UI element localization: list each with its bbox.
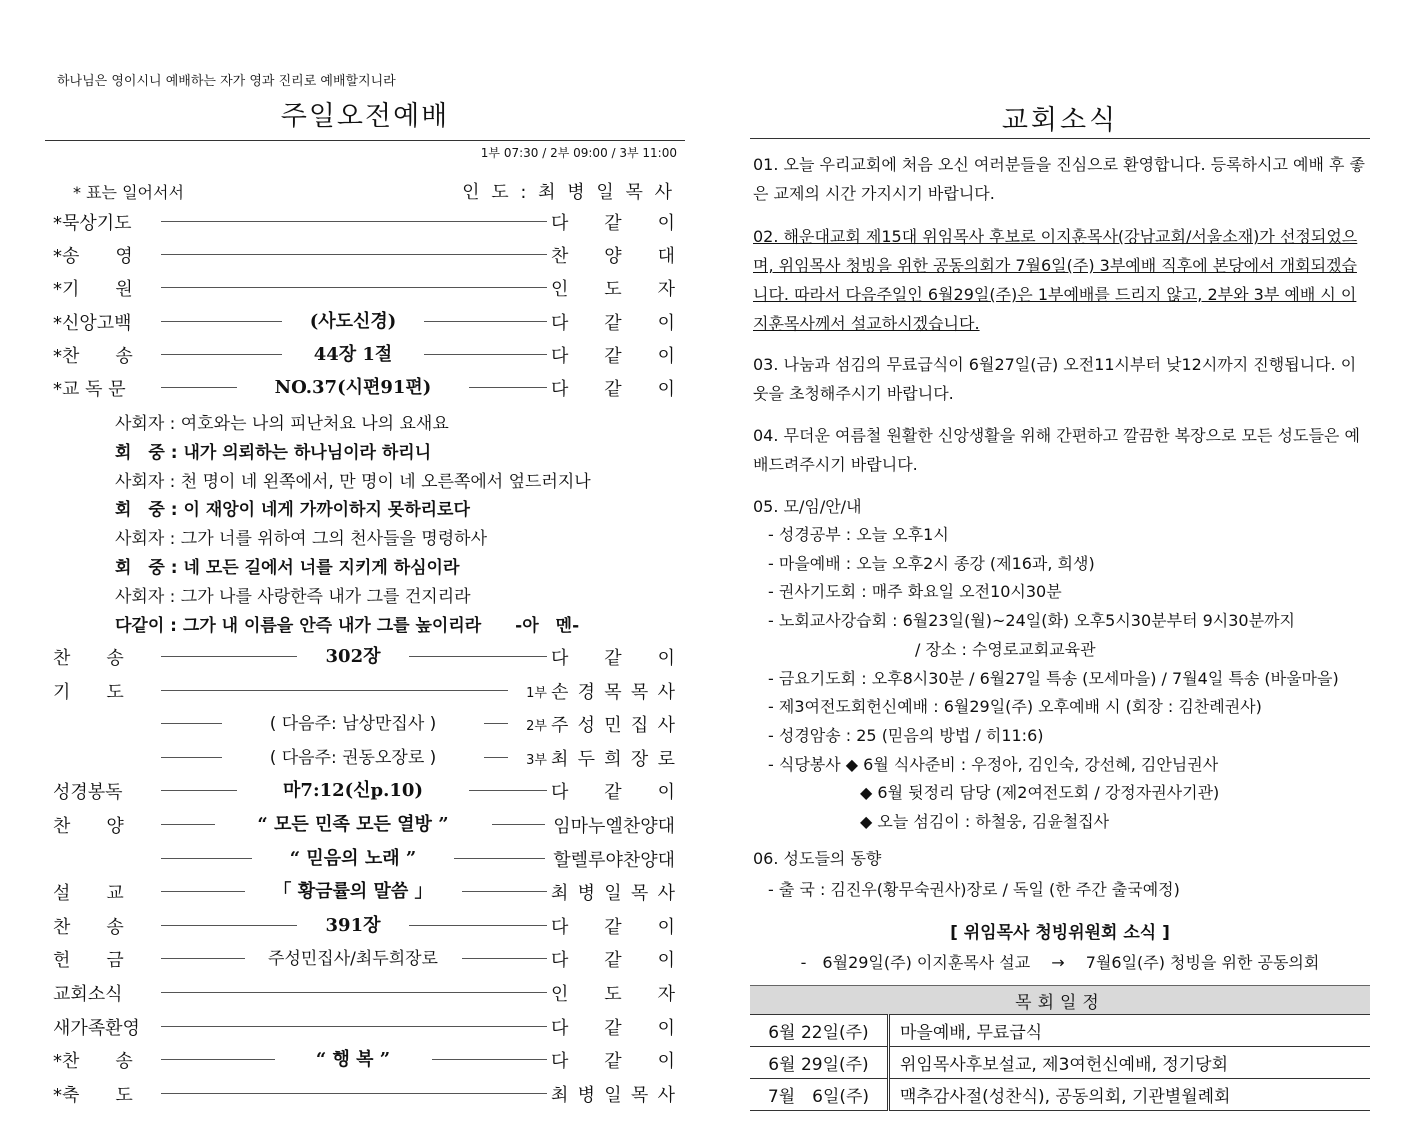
member-news: - 출 국 : 김진우(황무숙권사)장로 / 독일 (한 주간 출국예정): [768, 880, 1180, 899]
assignee-char: 장: [630, 748, 649, 770]
assignee-char: 사: [657, 681, 675, 703]
order-label: *송 영: [53, 246, 133, 268]
leader-line: [424, 354, 547, 355]
order-content: 주성민집사/최두희장로: [268, 949, 438, 970]
order-label: 헌 금: [53, 950, 124, 972]
assignee-char: 다: [551, 312, 569, 334]
leader-line: [161, 656, 297, 657]
meeting-item: / 장소 : 수영로교회교육관: [915, 639, 1096, 659]
order-label: 찬 송: [53, 916, 124, 938]
meeting-item: ◆ 6월 뒷정리 담당 (제2여전도회 / 강정자권사기관): [860, 783, 1220, 803]
schedule-date: 6월 29일(주): [750, 1047, 889, 1079]
schedule-date: 7월 6일(주): [750, 1079, 889, 1111]
meeting-item: - 성경암송 : 25 (믿음의 방법 / 히11:6): [768, 725, 1044, 745]
order-content: 391장: [325, 914, 381, 936]
order-assignee: [551, 711, 675, 737]
order-row: [53, 674, 675, 704]
assignee-char: 같: [604, 213, 622, 234]
assignee-char: 주: [551, 715, 569, 737]
order-content: NO.37(시편91편): [274, 377, 432, 398]
order-row: [53, 774, 675, 804]
meeting-item: - 성경공부 : 오늘 오후1시: [768, 525, 949, 544]
order-content: 마7:12(신p.10): [283, 780, 423, 802]
order-label: *찬 송: [53, 1051, 133, 1073]
assignee-char: 경: [577, 681, 596, 703]
assignee-char: 이: [657, 782, 675, 804]
order-label: *기 원: [53, 279, 133, 301]
order-content: 「 황금률의 말씀 」: [273, 881, 433, 903]
order-assignee: [551, 678, 675, 704]
order-row: [53, 875, 675, 905]
assignee-char: 양: [604, 246, 622, 268]
assignee-char: 자: [657, 279, 675, 301]
news-title: 교회소식: [1001, 105, 1119, 136]
assignee-char: 사: [657, 1084, 675, 1106]
order-row: [53, 371, 675, 401]
leader-line: [462, 891, 548, 892]
assignee-char: 이: [657, 648, 675, 669]
order-assignee: [551, 946, 675, 972]
assignee-char: 도: [604, 279, 622, 301]
order-row: [53, 808, 675, 838]
assignee-char: 사: [657, 715, 675, 737]
leader-line: [409, 656, 547, 657]
order-label: *찬 송: [53, 345, 133, 367]
leader-line: [161, 221, 547, 222]
assignee-char: 같: [604, 916, 622, 938]
leader-line: [409, 925, 547, 926]
assignee-char: 다: [551, 345, 569, 367]
order-label: 설 교: [53, 883, 124, 905]
order-row: [53, 338, 675, 368]
schedule-row: [750, 1015, 1370, 1047]
order-row: [53, 205, 675, 235]
order-row: [53, 942, 675, 972]
schedule-event: 마을예배, 무료급식: [889, 1015, 1371, 1047]
leader-line: [161, 1059, 275, 1060]
news-item-6: 06. 성도들의 동향: [753, 849, 882, 868]
service-times: 1부 07:30 / 2부 09:00 / 3부 11:00: [480, 146, 677, 160]
assignee-char: 같: [604, 345, 622, 367]
assignee-char: 다: [551, 213, 569, 234]
assignee-char: 인: [551, 279, 569, 301]
service-part: 2부: [526, 719, 547, 735]
assignee-char: 이: [657, 213, 675, 234]
assignee-char: 이: [657, 345, 675, 367]
assignee-char: 병: [577, 883, 596, 905]
assignee-char: 목: [630, 1084, 649, 1106]
order-label: 교회소식: [53, 984, 123, 1005]
assignee-char: 인: [551, 984, 569, 1005]
leader-line: [161, 1026, 547, 1027]
order-row: [53, 1077, 675, 1107]
assignee-char: 이: [657, 1017, 675, 1039]
assignee-char: 같: [604, 950, 622, 972]
assignee-char: 같: [604, 782, 622, 804]
leader-line: [161, 254, 547, 255]
responsive-line: 회 중 : 이 재앙이 네게 가까이하지 못하리로다: [115, 500, 470, 521]
leader-line: [161, 354, 282, 355]
assignee-char: 손: [551, 681, 569, 703]
order-label: *신앙고백: [53, 312, 132, 334]
leader-line: [161, 992, 547, 993]
schedule-row: [750, 1079, 1370, 1111]
assignee-char: 다: [551, 916, 569, 938]
order-row: [53, 238, 675, 268]
assignee-char: 같: [604, 379, 622, 400]
order-content: “ 모든 민족 모든 열방 ”: [257, 814, 449, 835]
assignee-char: 도: [604, 984, 622, 1005]
assignee-char: 다: [551, 648, 569, 669]
assignee-char: 이: [657, 950, 675, 972]
order-content: 44장 1절: [313, 343, 393, 365]
assignee-char: 최: [551, 748, 569, 770]
order-row: [53, 741, 675, 771]
leader-line: [161, 824, 215, 825]
assignee-char: 다: [551, 950, 569, 972]
responsive-line: 사회자 : 그가 너를 위하여 그의 천사들을 명령하사: [115, 529, 487, 550]
meeting-item: - 권사기도회 : 매주 화요일 오전10시30분: [768, 582, 1062, 602]
order-row: [53, 305, 675, 335]
assignee-char: 같: [604, 1017, 622, 1039]
leader-line: [161, 790, 237, 791]
order-label: 성경봉독: [53, 782, 123, 804]
leader-line: [454, 858, 545, 859]
assignee-char: 자: [657, 984, 675, 1005]
leader-line: [432, 1059, 548, 1060]
committee-title: [ 위임목사 청빙위원회 소식 ]: [950, 923, 1170, 943]
order-assignee: [551, 309, 675, 335]
stand-note: * 표는 일어서서: [73, 183, 184, 202]
assignee-char: 대: [657, 246, 675, 268]
leader-line: [161, 287, 547, 288]
leader-label: 인 도 : 최 병 일 목 사: [462, 182, 675, 203]
responsive-line: 회 중 : 내가 의뢰하는 하나님이라 하리니: [115, 442, 432, 463]
order-assignee: [551, 644, 675, 670]
assignee-char: 최: [551, 883, 569, 905]
order-assignee: [551, 913, 675, 939]
committee-sub: - 6월29일(주) 이지훈목사 설교 → 7월6일(주) 청빙을 위한 공동의회: [800, 953, 1320, 972]
assignee-char: 두: [577, 748, 596, 770]
schedule-event: 맥추감사절(성찬식), 공동의회, 기관별월례회: [889, 1079, 1371, 1111]
assignee-char: 성: [577, 715, 596, 737]
assignee-char: 다: [551, 1051, 569, 1073]
responsive-line: 다같이 : 그가 내 이름을 안즉 내가 그를 높이리라 -아 멘-: [115, 615, 580, 636]
assignee-char: 같: [604, 648, 622, 669]
leader-line: [469, 790, 547, 791]
assignee-char: 다: [551, 379, 569, 400]
order-assignee: [551, 1047, 675, 1073]
schedule-event: 위임목사후보설교, 제3여헌신예배, 정기당회: [889, 1047, 1371, 1079]
service-part: 3부: [526, 752, 547, 768]
leader-line: [484, 757, 508, 758]
order-row: [53, 271, 675, 301]
order-assignee: [551, 1081, 675, 1107]
leader-line: [161, 891, 245, 892]
order-content: “ 믿음의 노래 ”: [289, 847, 417, 869]
news-item-1: 01. 오늘 우리교회에 처음 오신 여러분들을 진심으로 환영합니다. 등록하시고 예배 후 좋은 교제의 시간 가지시기 바랍니다.: [753, 155, 1365, 203]
leader-line: [161, 321, 282, 322]
assignee-char: 희: [604, 748, 622, 770]
order-assignee: [551, 778, 675, 804]
assignee-char: 같: [604, 1051, 622, 1073]
leader-line: [161, 757, 222, 758]
meeting-item: - 식당봉사 ◆ 6월 식사준비 : 우정아, 김인숙, 강선혜, 김안님권사: [768, 754, 1219, 774]
assignee-char: 로: [657, 748, 675, 770]
leader-line: [161, 1093, 547, 1094]
assignee-char: 이: [657, 1051, 675, 1073]
leader-line: [469, 387, 547, 388]
order-label: *교 독 문: [53, 379, 126, 400]
responsive-line: 회 중 : 네 모든 길에서 너를 지키게 하심이라: [115, 558, 460, 578]
assignee-char: 같: [604, 312, 622, 334]
responsive-line: 사회자 : 여호와는 나의 피난처요 나의 요새요: [115, 414, 449, 434]
leader-line: [161, 723, 222, 724]
order-label: 기 도: [53, 681, 124, 703]
leader-line: [161, 925, 297, 926]
meeting-item: - 노회교사강습회 : 6월23일(월)~24일(화) 오후5시30분부터 9시30분까지: [768, 611, 1295, 631]
order-row: [53, 976, 675, 1006]
order-label: 찬 양: [53, 816, 124, 837]
order-content: ( 다음주: 남상만집사 ): [269, 714, 437, 735]
order-assignee: [551, 1014, 675, 1040]
meeting-item: - 금요기도회 : 오후8시30분 / 6월27일 특송 (모세마을) / 7월4일 특송 (바울마을): [768, 668, 1339, 688]
order-assignee: 임마누엘찬양대: [553, 816, 675, 837]
assignee-char: 목: [604, 681, 622, 703]
assignee-char: 최: [551, 1084, 569, 1106]
leader-line: [462, 958, 548, 959]
order-label: *축 도: [53, 1084, 133, 1106]
order-label: 찬 송: [53, 648, 124, 669]
news-item-2: 02. 해운대교회 제15대 위임목사 후보로 이지훈목사(강남교회/서울소재)가 선정되었으며, 위임목사 청빙을 위한 공동의회가 7월6일(주) 3부예배 직후에 본당에서 개회되겠습니다. 따라서 다음주일인 6월29일(주)은 1부예배를 드리지 않고, 2부와 3부 예배 시 이지훈목사께서 설교하시겠습니다.: [753, 227, 1358, 333]
order-row: [53, 1010, 675, 1040]
assignee-char: 병: [577, 1084, 596, 1106]
title-divider: [45, 140, 685, 141]
order-content: 302장: [325, 646, 381, 667]
assignee-char: 찬: [551, 246, 569, 268]
worship-title: 주일오전예배: [280, 101, 450, 132]
motto: 하나님은 영이시니 예배하는 자가 영과 진리로 예배할지니라: [57, 74, 396, 89]
order-label: 새가족환영: [53, 1017, 140, 1039]
meeting-item: ◆ 오늘 섬김이 : 하철웅, 김윤철집사: [860, 812, 1110, 831]
assignee-char: 이: [657, 379, 675, 400]
leader-line: [161, 858, 252, 859]
order-row: [53, 909, 675, 939]
order-content: ( 다음주: 권동오장로 ): [269, 747, 437, 768]
leader-line: [161, 958, 245, 959]
order-assignee: [551, 275, 675, 301]
order-assignee: [551, 242, 675, 268]
order-assignee: [551, 209, 675, 235]
news-item-4: 04. 무더운 여름철 원활한 신앙생활을 위해 간편하고 깔끔한 복장으로 모든 성도들은 예배드려주시기 바랍니다.: [753, 426, 1360, 474]
service-part: 1부: [526, 685, 547, 701]
order-assignee: [551, 745, 675, 771]
news-divider: [750, 138, 1370, 139]
assignee-char: 집: [630, 715, 649, 737]
order-row: [53, 707, 675, 737]
leader-line: [492, 824, 546, 825]
assignee-char: 이: [657, 916, 675, 938]
assignee-char: 다: [551, 1017, 569, 1039]
order-row: [53, 640, 675, 670]
assignee-char: 다: [551, 782, 569, 804]
order-assignee: [551, 879, 675, 905]
assignee-char: 목: [630, 883, 649, 905]
assignee-char: 이: [657, 312, 675, 334]
order-assignee: [551, 375, 675, 401]
meeting-item: - 제3여전도회헌신예배 : 6월29일(주) 오후예배 시 (회장 : 김찬례권사): [768, 697, 1262, 717]
assignee-char: 사: [657, 883, 675, 905]
order-assignee: 할렐루야찬양대: [553, 849, 675, 871]
schedule-table: [750, 985, 1370, 1111]
schedule-date: 6월 22일(주): [750, 1015, 889, 1047]
leader-line: [161, 387, 237, 388]
assignee-char: 민: [604, 715, 622, 737]
order-content: “ 행 복 ”: [315, 1049, 391, 1071]
schedule-row: [750, 1047, 1370, 1079]
assignee-char: 일: [604, 883, 622, 905]
order-content: (사도신경): [309, 310, 397, 332]
schedule-title: 목회일정: [750, 986, 1370, 1015]
responsive-line: 사회자 : 그가 나를 사랑한즉 내가 그를 건지리라: [115, 586, 471, 607]
order-row: [53, 842, 675, 872]
news-item-3: 03. 나눔과 섬김의 무료급식이 6월27일(금) 오전11시부터 낮12시까지 진행됩니다. 이웃을 초청해주시기 바랍니다.: [753, 355, 1357, 403]
order-label: *묵상기도: [53, 213, 132, 234]
leader-line: [161, 690, 508, 691]
meeting-item: - 마을예배 : 오늘 오후2시 종강 (제16과, 희생): [768, 553, 1095, 573]
order-assignee: [551, 980, 675, 1006]
leader-line: [484, 723, 508, 724]
assignee-char: 목: [630, 681, 649, 703]
responsive-line: 사회자 : 천 명이 네 왼쪽에서, 만 명이 네 오른쪽에서 엎드러지나: [115, 471, 591, 492]
order-row: [53, 1043, 675, 1073]
leader-line: [424, 321, 547, 322]
assignee-char: 일: [604, 1084, 622, 1106]
order-assignee: [551, 342, 675, 368]
news-item-5: 05. 모/임/안/내: [753, 497, 862, 516]
